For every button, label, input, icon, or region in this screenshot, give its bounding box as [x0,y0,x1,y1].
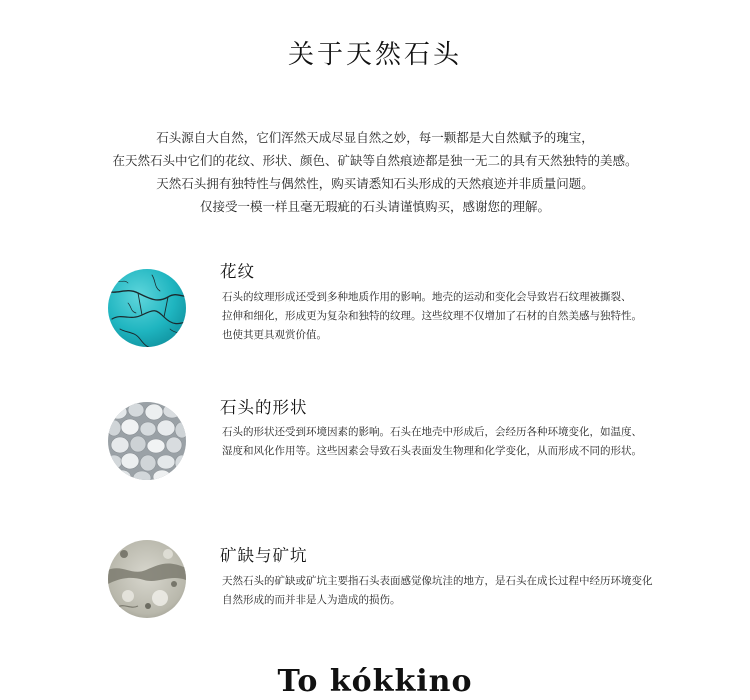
description-line: 自然形成的而并非是人为造成的损伤。 [222,594,401,606]
white-pebbles-image [108,402,186,480]
description-line: 石头的形状还受到环境因素的影响。石头在地壳中形成后，会经历各种环境变化，如温度、 [222,426,642,438]
description-line: 也使其更具观赏价值。 [222,329,327,341]
intro-line: 石头源自大自然，它们浑然天成尽显自然之妙，每一颗都是大自然赋予的瑰宝， [156,130,594,145]
feature-title: 石头的形状 [220,398,308,417]
description-line: 湿度和风化作用等。这些因素会导致石头表面发生物理和化学变化，从而形成不同的形状。 [222,445,642,457]
feature-title: 矿缺与矿坑 [220,546,308,565]
intro-line: 在天然石头中它们的花纹、形状、颜色、矿缺等自然痕迹都是独一无二的具有天然独特的美感。 [112,153,638,168]
turquoise-stone-image [108,269,186,347]
intro-line: 仅接受一模一样且毫无瑕疵的石头请谨慎购买，感谢您的理解。 [199,199,550,214]
page-title: 关于天然石头 [287,40,462,70]
description-line: 拉伸和细化，形成更为复杂和独特的纹理。这些纹理不仅增加了石材的自然美感与独特性。 [222,310,642,322]
mineral-stone-image [108,540,186,618]
intro-line: 天然石头拥有独特性与偶然性，购买请悉知石头形成的天然痕迹并非质量问题。 [156,176,594,191]
feature-description [222,423,642,461]
description-line: 石头的纹理形成还受到多种地质作用的影响。地壳的运动和变化会导致岩石纹理被撕裂、 [222,291,632,303]
feature-description [222,572,653,610]
feature-description [222,288,642,345]
intro-paragraph [0,126,750,218]
feature-title: 花纹 [220,262,255,281]
brand-logo-text: To kókkino [277,664,473,699]
description-line: 天然石头的矿缺或矿坑主要指石头表面感觉像坑洼的地方，是石头在成长过程中经历环境变化 [222,575,653,587]
